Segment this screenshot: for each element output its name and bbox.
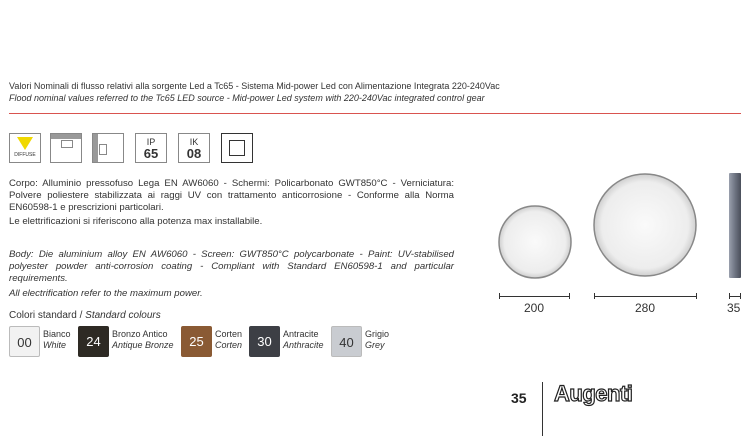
colour-swatch-00: 00 (9, 326, 40, 357)
dimension-depth: 35 (727, 301, 741, 315)
colour-name-english: Grey (365, 340, 385, 350)
colours-title-english: Standard colours (85, 310, 161, 321)
header-line-english: Flood nominal values referred to the Tc65 LED source - Mid-power Led system with 220-240Vac integrated control gear (9, 93, 485, 103)
description-english: Body: Die aluminium alloy EN AW6060 - Screen: GWT850°C polycarbonate - Paint: UV-stabilised polyester powder anti-corrosion coating - Compliant with Standard EN60598-1 and particular requirements. (9, 249, 454, 285)
colour-label-40 (365, 329, 389, 351)
colours-title-italian: Colori standard / (9, 310, 86, 321)
colour-swatch-30: 30 (249, 326, 280, 357)
colour-label-25 (215, 329, 242, 351)
small-circle-luminaire (499, 206, 571, 278)
ip-label: IP (146, 137, 156, 147)
colour-name-english: Corten (215, 340, 243, 350)
colour-name-italian: Bianco (43, 329, 71, 339)
ik-value: 08 (186, 146, 202, 161)
large-circle-luminaire (594, 174, 696, 276)
colour-label-30 (283, 329, 324, 351)
description-english-electrification: All electrification refer to the maximum power. (9, 288, 203, 299)
side-profile-luminaire (729, 173, 741, 278)
ip-value: 65 (143, 146, 159, 161)
colour-name-italian: Bronzo Antico (112, 329, 168, 339)
footer-divider (542, 382, 543, 436)
colour-name-english: Antique Bronze (112, 340, 174, 350)
diffuse-label: DIFFUSE (14, 152, 36, 158)
ik-rating-icon (178, 133, 210, 163)
colour-name-english: Anthracite (283, 340, 324, 350)
dimension-large: 280 (635, 301, 656, 315)
colour-name-italian: Grigio (365, 329, 390, 339)
dimension-line-large (594, 296, 697, 297)
description-italian-electrification: Le elettrificazioni si riferiscono alla potenza max installabile. (9, 216, 263, 227)
ceiling-mount-icon (50, 133, 82, 163)
diffuse-light-icon (9, 133, 41, 163)
description-italian: Corpo: Alluminio pressofuso Lega EN AW6060 - Schermi: Policarbonato GWT850°C - Verniciatura: Polvere poliestere stabilizzata ai raggi UV con trattamento anticorrosione - Conforme alla Norma EN60598-1 e prescrizioni particolari. (9, 178, 454, 214)
dimension-line-small (499, 296, 570, 297)
class-ii-insulation-icon (221, 133, 253, 163)
colour-swatch-40: 40 (331, 326, 362, 357)
dimension-small: 200 (524, 301, 545, 315)
product-drawings (495, 170, 751, 280)
colour-swatch-24: 24 (78, 326, 109, 357)
wall-mount-icon (92, 133, 124, 163)
colours-title (9, 310, 161, 321)
colour-label-24 (112, 329, 174, 351)
page-number: 35 (511, 390, 527, 406)
header-divider (9, 113, 741, 114)
colour-name-italian: Corten (215, 329, 243, 339)
ip-rating-icon (135, 133, 167, 163)
colour-label-00 (43, 329, 71, 351)
ik-label: IK (189, 137, 199, 147)
brand-logo: Augenti (554, 381, 633, 406)
colour-swatch-25: 25 (181, 326, 212, 357)
colour-name-english: White (43, 340, 67, 350)
colour-name-italian: Antracite (283, 329, 319, 339)
header-line-italian: Valori Nominali di flusso relativi alla sorgente Led a Tc65 - Sistema Mid-power Led con Alimentazione Integrata 220-240Vac (9, 81, 500, 91)
